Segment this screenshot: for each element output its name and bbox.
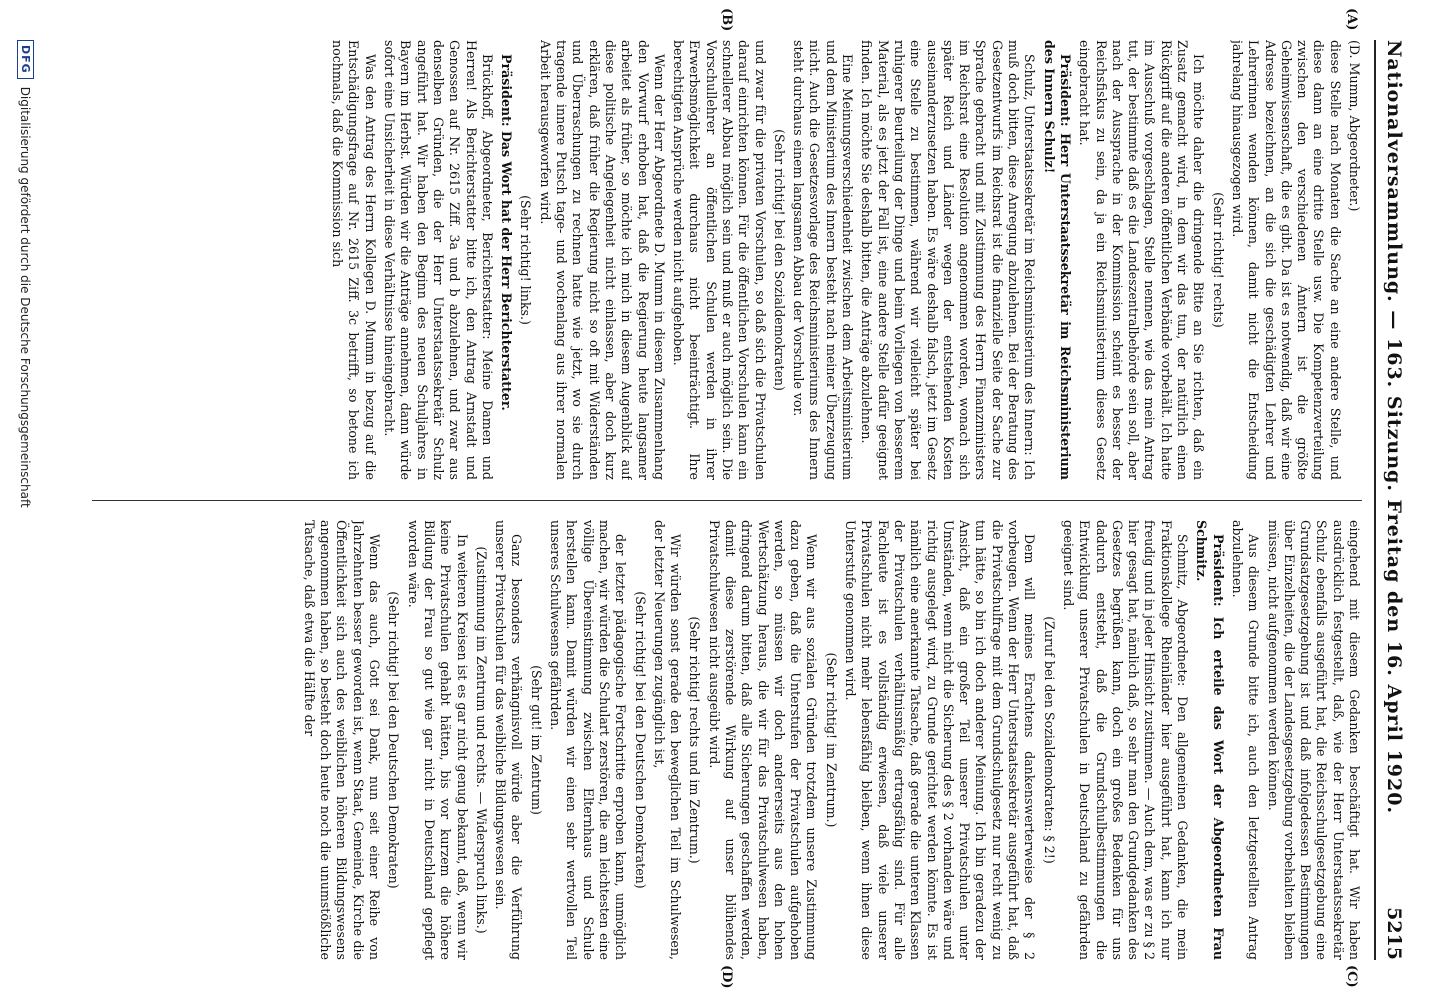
paragraph: Schulz, Unterstaatssekretär im Reichsministerium des Innern: Ich muß doch bitten, diese Anregung abzulehnen. Bei der Beratung des Gesetzentwurfs im Reichsrat ist die finanzielle Seite der Sache zur Sprache gebracht und mit Zustimmung des Herrn Finanzministers im Reichsrat eine Resolution angenommen worden, wonach sich später Reich und Länder wegen der entstehenden Kosten auseinanderzusetzen haben. Es wäre deshalb falsch, jetzt im Gesetz eine Stelle zu bestimmen, während wir vielleicht später bei ruhigerer Beurteilung der Dinge und beim Vorliegen von besserem Material, als es jetzt der Fall ist, eine andere Stelle dafür geeignet finden. Ich möchte Sie deshalb bitten, die Anträge abzulehnen. [859, 40, 1038, 480]
page-header-title: Nationalversammlung. — 163. Sitzung. Freitag den 16. April 1920. [1383, 40, 1405, 815]
paragraph: (Sehr richtig! im Zentrum.) [823, 652, 839, 828]
paragraph: (Zuruf bei den Sozialdemokraten: § 2!) [1041, 616, 1057, 864]
paragraph: (Sehr richtig! bei den Sozialdemokraten) [771, 129, 787, 391]
paragraph: der letzter pädagogische Fortschritte erproben kann, unmöglich machen, wir würden die Schulart zerstören, die am leichtesten eine völlige Übereinstimmung zwischen Elternhaus und Schule herstellen kann. Damit würden wir einen sehr wertvollen Teil unseres Schulwesens gefährden. [548, 520, 629, 960]
paragraph: Was den Antrag des Herrn Kollegen D. Mumm in bezug auf die Entschädigungsfrage auf Nr. 2615 Ziff. 3c betrifft, so betone ich nochmals, daß die Kommission sich [330, 40, 378, 480]
paragraph: (Sehr richtig! links.) [518, 195, 534, 325]
paragraph: Ganz besonders verhängnisvoll würde aber die Verführung unserer Privatschulen für das weibliche Bildungswesen sein. [493, 520, 525, 960]
page-number: 5215 [1383, 907, 1405, 960]
paragraph: In weiteren Kreisen ist es gar nicht genug bekannt, daß, wenn wir keine Privatschulen gehabt hätten, bis vor kurzem die höhere Bildung der Frau so gut wie gar nicht in Deutschland gepflegt worden wäre. [405, 520, 470, 960]
margin-marker-b: (B) [719, 8, 734, 32]
paragraph: Brückhoff, Abgeordneter, Berichterstatter: Meine Damen und Herren! Als Berichterstatter bitte ich, den Antrag Arnstadt und Genossen auf Nr. 2615 Ziff. 3a und b abzulehnen, und zwar aus denselben Gründen, die der Herr Unterstaatssekretär Schulz angeführt hat. Wir haben den Beginn des neuen Schuljahres in Bayern im Herbst. Würden wir die Anträge annehmen, dann würde sofort eine Unsicherheit in diese Verhältnisse hineingebracht. [382, 40, 495, 480]
paragraph: Präsident: Herr Unterstaatssekretär im Reichsministerium des Innern Schulz! [1041, 40, 1073, 480]
left-text-column [92, 40, 1362, 480]
paragraph: diese Stelle nach Monaten die Sache an eine andere Stelle, und diese dann an eine dritte Stelle usw. Die Kompetenzverteilung zwischen den verschiedenen Ämtern ist die größte Geheimwissenschaft, die es gibt. Da ist es notwendig, daß wir eine Adresse bezeichnen, an die sich die geschädigten Lehrer und Lehrerinnen wenden können, damit nicht die Entscheidung jahrelang hinausgezogen wird. [1229, 40, 1343, 480]
paragraph: und zwar für die privaten Vorschulen, so daß sich die Privatschulen darauf einrichten können. Für die öffentlichen Vorschulen kann ein schnellerer Abbau möglich sein und muß er auch möglich sein. Die Vorschullehrer an öffentlichen Schulen werden in ihrer Erwerbsmöglichkeit durchaus nicht beeinträchtigt. Ihre berechtigten Ansprüche werden nicht aufgehoben. [671, 40, 768, 480]
page-header [1374, 40, 1412, 960]
paragraph: (Zustimmung im Zentrum und rechts. — Widerspruch links.) [473, 546, 489, 934]
paragraph: Eine Meinungsverschiedenheit zwischen dem Arbeitsministerium und dem Ministerium des Innern besteht nach meiner Überzeugung nicht. Auch die Gesetzesvorlage des Reichsministeriums des Innern steht durchaus einem langsamen Abbau der Vorschule vor. [791, 40, 856, 480]
paragraph: Präsident: Ich erteile das Wort der Abgeordneten Frau Schmitz. [1194, 520, 1226, 960]
margin-marker-d: (D) [719, 965, 734, 989]
paragraph: (Sehr gut! im Zentrum) [528, 665, 544, 815]
paragraph: Aus diesem Grunde bitte ich, auch den letztgestellten Antrag abzulehnen. [1229, 520, 1262, 960]
margin-marker-a: (A) [1344, 8, 1359, 31]
paragraph: Schmitz, Abgeordnete: Den allgemeinen Gedanken, die mein Fraktionskollege Rheinländer hier ausgeführt hat, kann ich nur freudig und in jeder Hinsicht zustimmen. — Auch dem, was er zu § 2 hier gesagt hat, nämlich daß, so sehr man den Grundgedanken des Gesetzes begrüßen kann, doch ein großes Bedenken für uns dadurch entsteht, daß die Grundschulbestimmungen die Entwicklung unserer Privatschulen in Deutschland zu gefährden geeignet sind. [1060, 520, 1191, 960]
paragraph: Präsident: Das Wort hat der Herr Berichterstatter. [499, 54, 515, 411]
paragraph: Dem will meines Erachtens dankenswerterweise der § 2 vorbeugen. Wenn der Herr Unterstaatssekretär ausgeführt hat, daß die Privatschulfrage mit dem Grundschulgesetz nur recht wenig zu tun hätte, so bin ich doch anderer Meinung. Ich bin geradezu der Ansicht, daß ein großer Teil unserer Privatschulen unter Umständen, wenn nicht die Sicherung des § 2 vorhanden wäre und richtig ausgelegt wird, zu Grunde gerichtet werden könnte. Es ist nämlich eine anerkannte Tatsache, daß gerade die unteren Klassen der Privatschulen verhältnismäßig ertragsfähig sind. Für alle Fachleute ist es vollständig erwiesen, daß viele unserer Privatschulen nicht mehr lebensfähig bleiben, wenn ihnen diese Unterstufe genommen wird. [843, 520, 1038, 960]
paragraph: (Sehr richtig! bei den Deutschen Demokraten) [632, 591, 648, 889]
paragraph: Wenn das auch, Gott sei Dank, nun seit einer Reihe von Jahrzehnten besser geworden ist, wenn Staat, Gemeinde, Kirche die Öffentlichkeit sich auch des weiblichen höheren Bildungswesens angenommen haben, so besteht doch heute noch die unumstößliche Tatsache, daß etwa die Hälfte der [301, 520, 383, 960]
paragraph: Ich möchte daher die dringende Bitte an Sie richten, daß ein Zusatz gemacht wird, in dem wir das tun, der natürlich einen Rückgriff auf die anderen öffentlichen Verbände vorbehält. Ich hatte im Ausschuß vorgeschlagen, Stelle nennen, wie das mein Antrag tut, der bestimmte daß es die Landeszentralbehörde sein soll, aber nach der Aussprache in der Kommission scheint es besser der Reichsfiskus zu sein, da ja ein Reichsministerium dieses Gesetz eingebracht hat. [1077, 40, 1207, 480]
paragraph: Wenn der Herr Abgeordnete D. Mumm in diesem Zusammenhang den Vorwurf erhoben hat, daß die Regierung heute langsamer arbeitet als früher, so möchte ich mich in diesem Augenblick auf diese politische Angelegenheit nicht einlassen, aber doch kurz erklären, daß früher die Regierung nicht so oft mit Widerständen und Überraschungen zu rechnen hatte wie jetzt, wo sie durch tragende innere Putsch tage- und wochenlang aus ihrer normalen Arbeit herausgeworfen wird. [537, 40, 667, 480]
digitization-note-text: Digitalisierung gefördert durch die Deutsche Forschungsgemeinschaft [18, 86, 33, 508]
paragraph: (Sehr richtig! bei den Deutschen Demokraten) [386, 591, 402, 889]
digitization-note [17, 40, 34, 960]
paragraph: Wenn wir aus sozialen Gründen trotzdem unsere Zustimmung dazu geben, daß die Unterstufen der Privatschulen aufgehoben werden, so müssen wir doch andererseits aus den hohen Wertschätzung heraus, die wir für das Privatschulwesen haben, dringend darum bitten, daß alle Sicherungen geschaffen werden, damit diese zerstörende Wirkung auf unser blühendes Privatschulwesen nicht ausgeübt wird. [706, 520, 820, 960]
paragraph: (Sehr richtig! rechts) [1210, 192, 1226, 328]
column-divider [92, 500, 1362, 501]
paragraph: (Sehr richtig! rechts und im Zentrum.) [687, 616, 703, 864]
dfg-logo: DFG [17, 40, 34, 79]
paragraph: (D. Mumm, Abgeordneter.) [1347, 40, 1362, 212]
paragraph: Wir würden sonst gerade den beweglichen Teil im Schulwesen, der letzter Neuerungen zugänglich ist, [651, 520, 684, 960]
right-text-column [92, 520, 1362, 960]
margin-marker-c: (C) [1344, 965, 1359, 988]
paragraph: eingehend mit diesem Gedanken beschäftigt hat. Wir haben ausdrücklich festgestellt, daß, wie der Herr Unterstaatssekretär Schulz ebenfalls ausgeführt hat, die Reichsschulgesetzgebung eine Grundsatzgesetzgebung ist und daß infolgedessen Bestimmungen über Einzelheiten, die der Landesgesetzgebung vorbehalten bleiben müssen, nicht aufgenommen werden können. [1265, 520, 1362, 960]
